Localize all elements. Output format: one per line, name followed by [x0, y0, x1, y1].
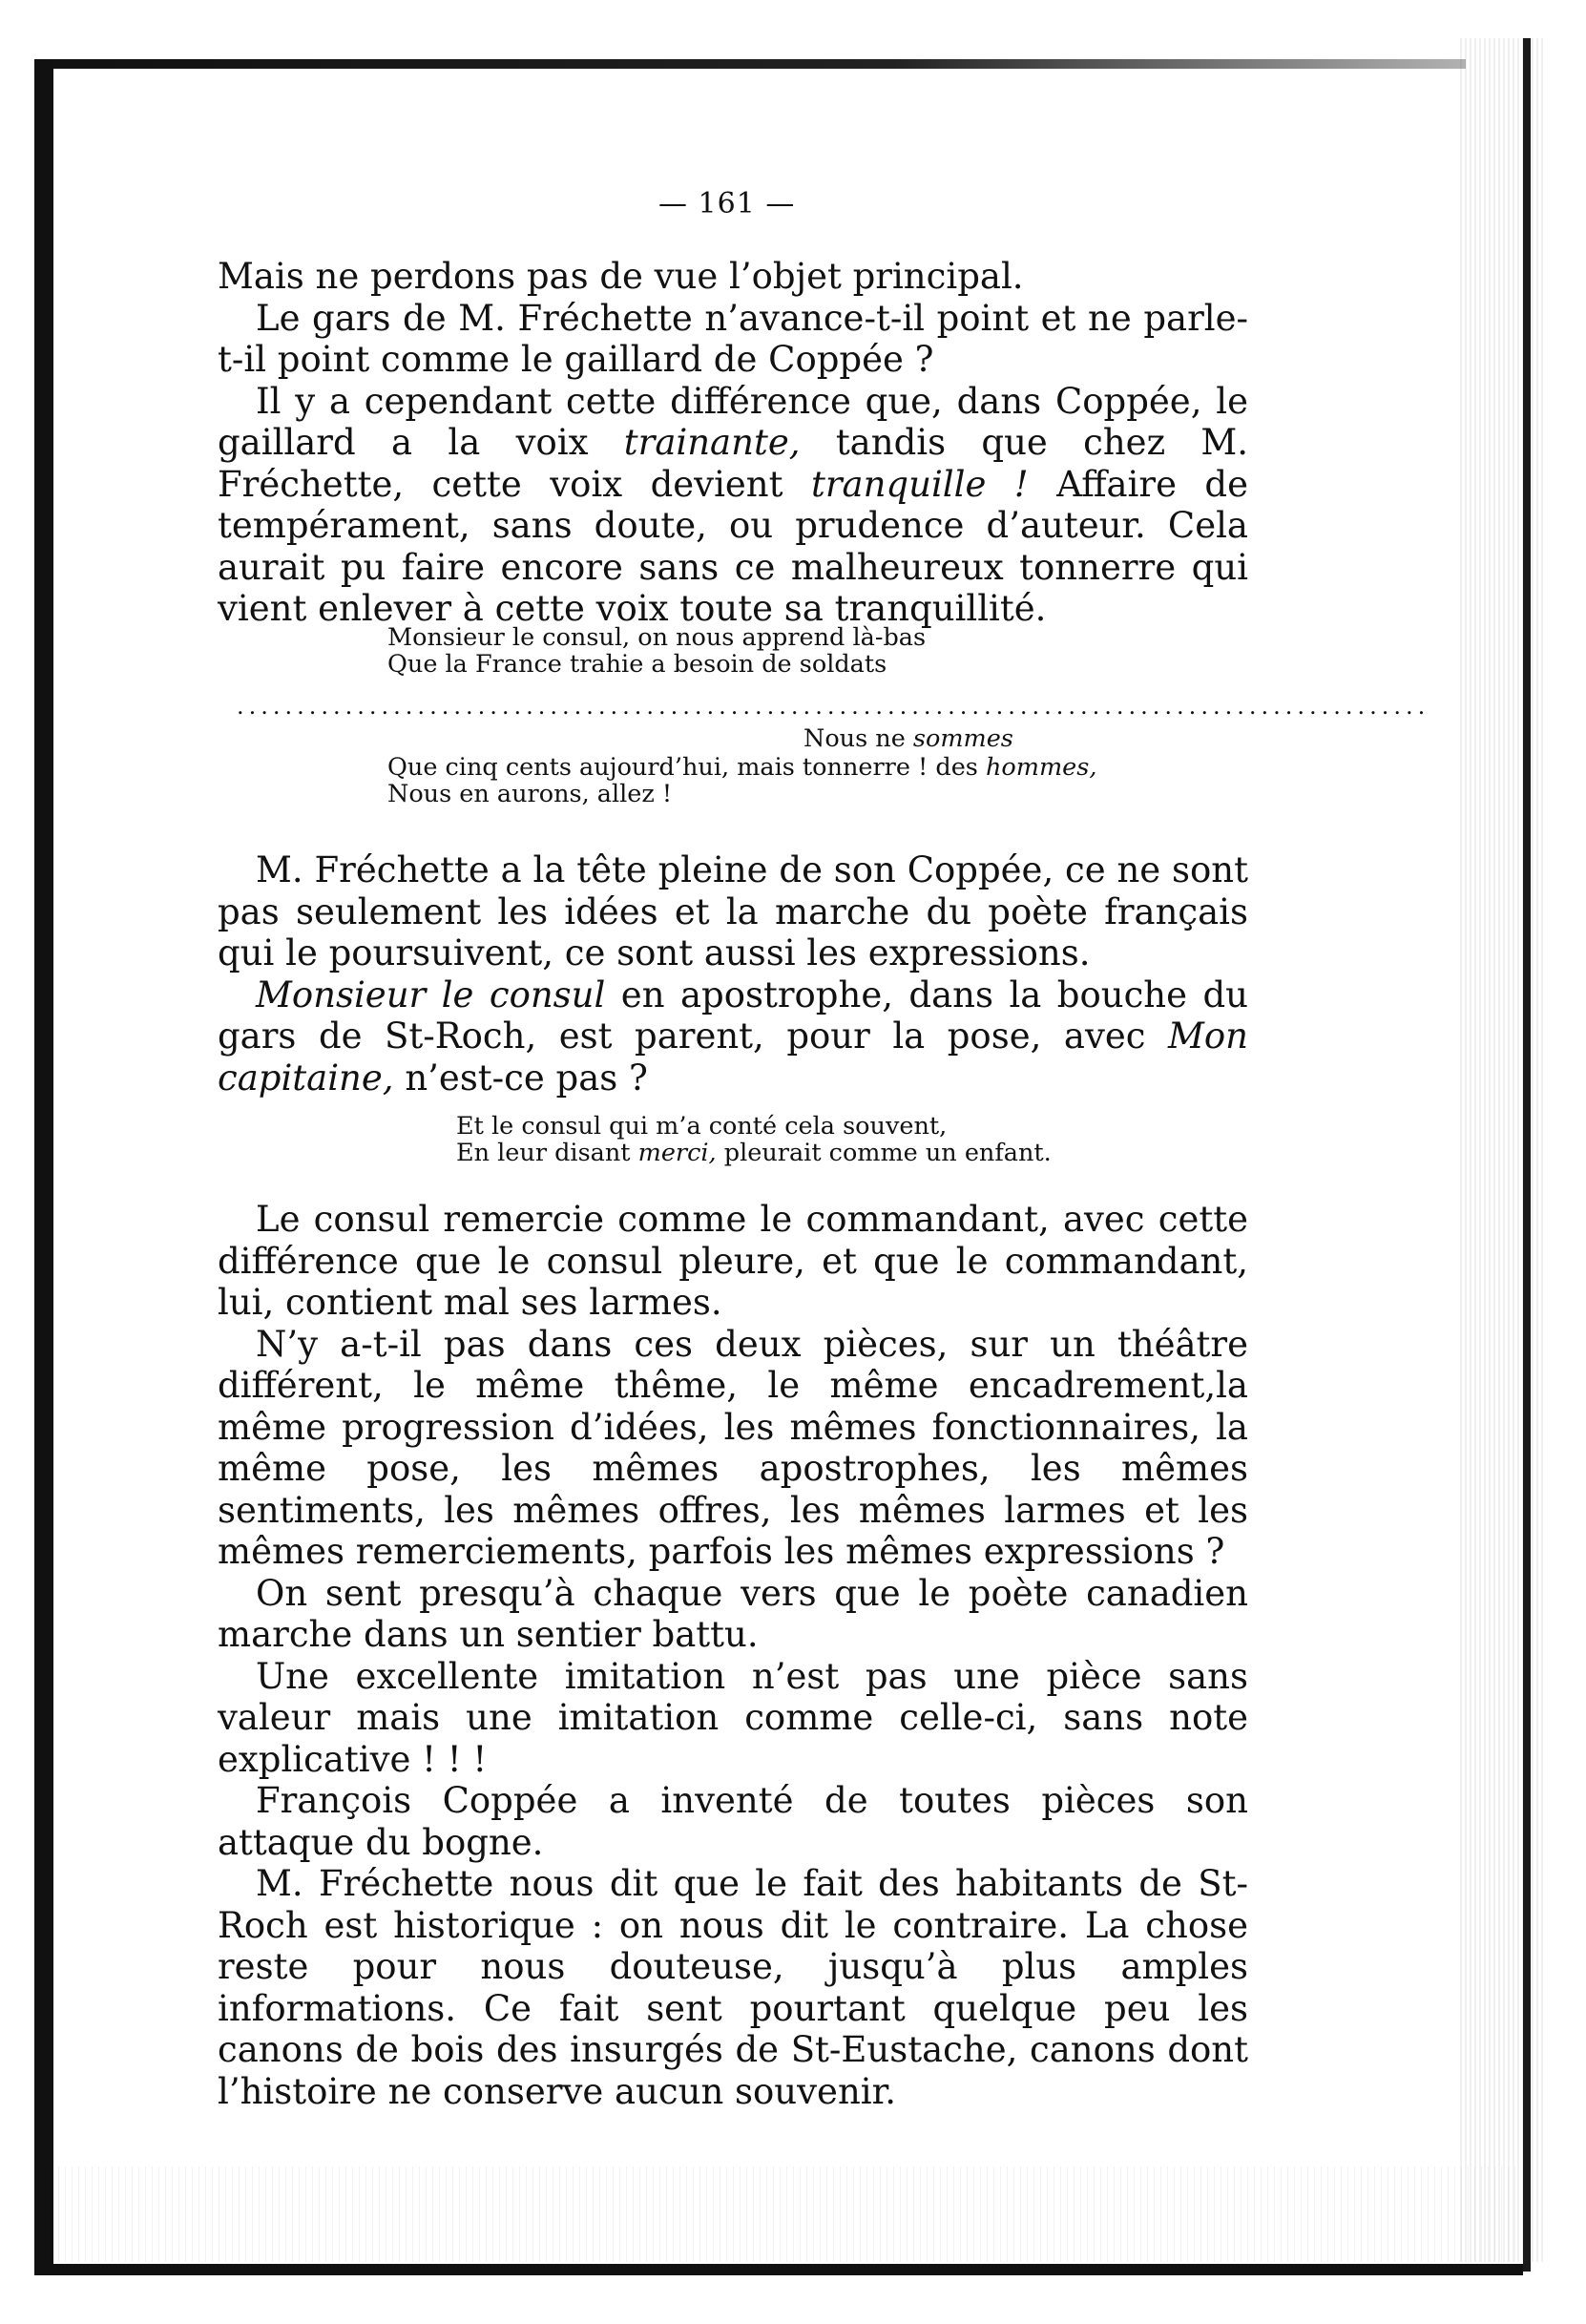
italic-word: Monsieur le consul — [256, 974, 606, 1015]
paragraph-text: M. Fréchette nous dit que le fait des habitants de St-Roch est historique : on nous dit le contraire. La chose reste pour nous douteuse, jusqu’à plus amples informations. Ce fait sent pourtant quelque peu les canons de bois des insurgés de St-Eustache, canons dont l’histoire ne conserve aucun souvenir. — [218, 1863, 1248, 2112]
verse-line — [456, 1140, 1052, 1166]
page-top-edge — [34, 59, 1466, 69]
paragraph-conclusion — [218, 1199, 1248, 2112]
page-left-edge — [34, 67, 53, 2272]
verse-line: Monsieur le consul, on nous apprend là-bas — [387, 623, 927, 652]
paragraph-text: n’est-ce pas ? — [405, 1057, 648, 1099]
page-bottom-edge — [34, 2264, 1523, 2275]
verse-text: Que cinq cents aujourd’hui, mais tonnerre ! des — [387, 753, 978, 782]
verse-ellipsis-dots: ................................................................................................... — [237, 693, 1430, 720]
paragraph-text: Affaire de tempérament, sans doute, ou prudence d’auteur. Cela aurait pu faire encore sans ce malheureux tonnerre qui vient enlever à cette voix toute sa tranquillité. — [218, 463, 1249, 629]
paragraph-text: tandis que chez M. Fréchette, cette voix devient — [218, 422, 1249, 505]
paragraph-text: On sent presqu’à chaque vers que le poète canadien marche dans un sentier battu. — [218, 1572, 1248, 1655]
paragraph-text: M. Fréchette a la tête pleine de son Coppée, ce ne sont pas seulement les idées et la marche du poète français qui le poursuivent, ce sont aussi les expressions. — [218, 849, 1248, 974]
italic-word: sommes — [912, 724, 1013, 753]
verse-line: Que la France trahie a besoin de soldats — [387, 650, 887, 679]
paragraph-text: Il y a cependant cette différence que, dans Coppée, le gaillard a la voix — [218, 380, 1248, 463]
paragraph-text: en apostrophe, dans la bouche du gars de St-Roch, est parent, pour la pose, avec — [218, 974, 1248, 1057]
italic-word: hommes, — [986, 753, 1097, 782]
italic-word: trainante, — [623, 422, 801, 463]
paragraph-intro — [218, 256, 1248, 630]
verse-line — [803, 725, 1013, 752]
verse-line — [387, 754, 1096, 781]
page-right-edge — [1523, 38, 1531, 2272]
paragraph-text: Le consul remercie comme le commandant, avec cette différence que le consul pleure, et que le commandant, lui, contient mal ses larmes. — [218, 1199, 1248, 1323]
page-number: — 161 — — [658, 187, 796, 220]
paragraph-text: Le gars de M. Fréchette n’avance-t-il point et ne parle-t-il point comme le gaillard de Coppée ? — [218, 297, 1248, 380]
verse-text: pleurait comme un enfant. — [723, 1139, 1052, 1167]
italic-word: tranquille ! — [810, 463, 1029, 505]
page-bottom-noise — [38, 2167, 1517, 2262]
paragraph-text: François Coppée a inventé de toutes pièces son attaque du bogne. — [218, 1780, 1248, 1863]
paragraph-text: N’y a-t-il pas dans ces deux pièces, sur un théâtre différent, le même thême, le même encadrement,la même progression d’idées, les mêmes fonctionnaires, la même pose, les mêmes apostrophes, les mêmes sentiments, les mêmes offres, les mêmes larmes et les mêmes remerciements, parfois les mêmes expressions ? — [218, 1323, 1248, 1572]
italic-word: merci, — [637, 1139, 717, 1167]
italic-word: Mon capitaine, — [218, 1015, 1248, 1099]
verse-text: Nous ne — [803, 724, 906, 753]
verse-line: Et le consul qui m’a conté cela souvent, — [456, 1112, 948, 1141]
verse-text: En leur disant — [456, 1139, 631, 1167]
page-right-edge-noise — [1460, 38, 1546, 2262]
paragraph-fréchette — [218, 849, 1248, 1099]
paragraph-text: Une excellente imitation n’est pas une pièce sans valeur mais une imitation comme celle-ci, sans note explicative ! ! ! — [218, 1655, 1248, 1780]
paragraph-text: Mais ne perdons pas de vue l’objet principal. — [218, 256, 1024, 297]
verse-line: Nous en aurons, allez ! — [387, 780, 673, 808]
